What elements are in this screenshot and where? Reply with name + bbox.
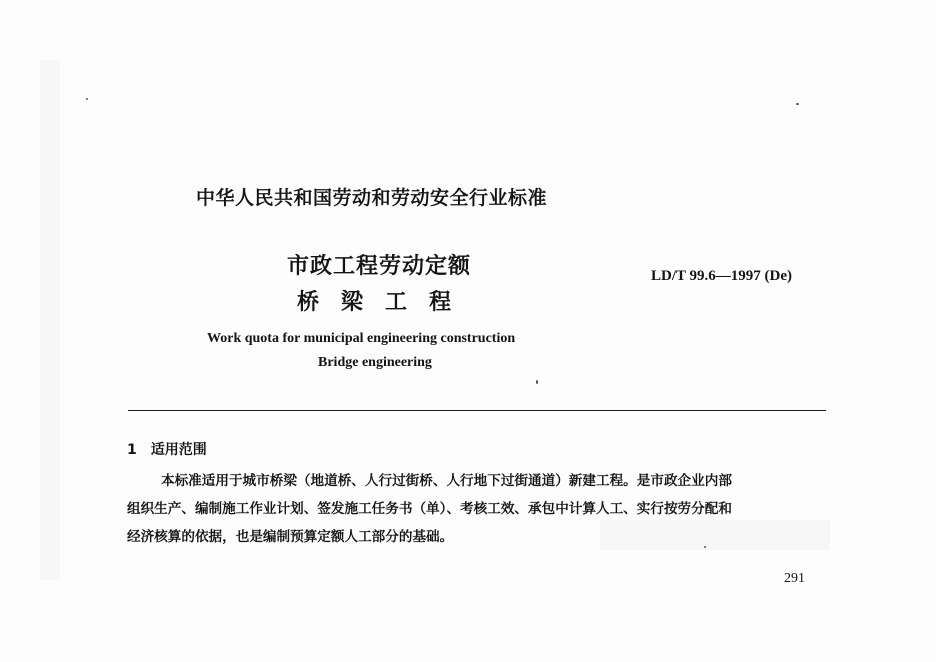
body-text-line: 经济核算的依据，也是编制预算定额人工部分的基础。 (127, 529, 454, 545)
body-text-line: 组织生产、编制施工作业计划、签发施工任务书（单）、考核工效、承包中计算人工、实行按劳分配和 (127, 501, 732, 517)
body-text-line: 本标准适用于城市桥梁（地道桥、人行过街桥、人行地下过街通道）新建工程。是市政企业内部 (161, 473, 732, 489)
document-subtitle-english: Bridge engineering (318, 355, 432, 370)
section-number: 1 (127, 442, 137, 458)
standard-category: 中华人民共和国劳动和劳动安全行业标准 (196, 187, 548, 209)
scan-speck (86, 98, 88, 100)
section-heading (127, 439, 207, 459)
scan-speck (536, 380, 538, 384)
scan-speck (796, 103, 799, 105)
scan-smudge (600, 520, 830, 550)
document-title: 市政工程劳动定额 (287, 254, 472, 279)
document-title-english: Work quota for municipal engineering construction (207, 331, 516, 346)
scan-speck (704, 546, 706, 548)
page-number: 291 (784, 571, 805, 586)
standard-code: LD/T 99.6—1997 (De) (651, 268, 792, 284)
section-title: 适用范围 (150, 442, 207, 458)
horizontal-rule (128, 410, 826, 411)
document-subtitle: 桥梁工程 (297, 289, 474, 315)
scan-smudge (40, 60, 60, 580)
